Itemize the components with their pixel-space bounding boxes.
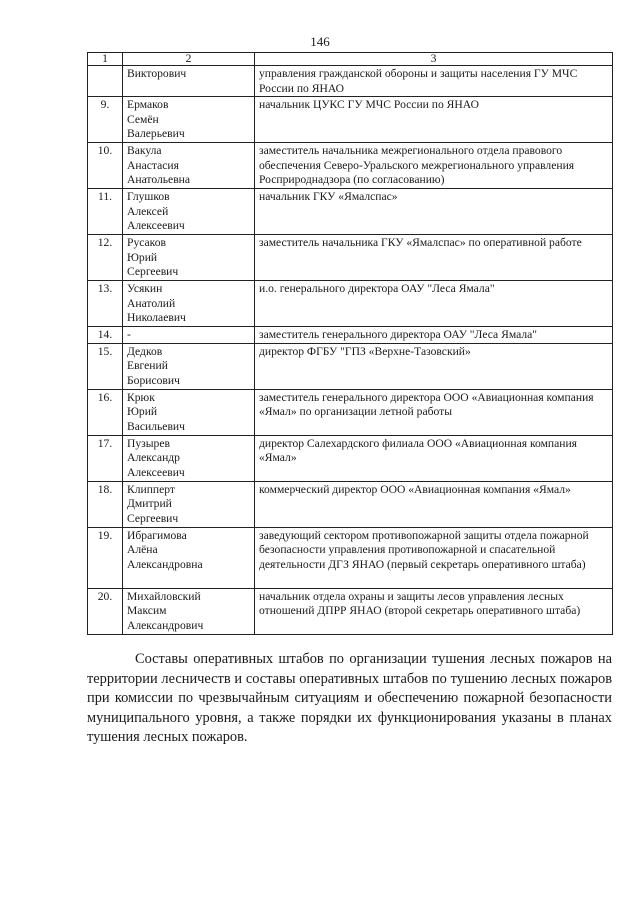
- person-position: начальник отдела охраны и защиты лесов управления лесных отношений ДПРР ЯНАО (второй секретарь оперативного штаба): [255, 588, 613, 634]
- row-number: 16.: [88, 389, 123, 435]
- row-number: 11.: [88, 189, 123, 235]
- person-name: Пузырев Александр Алексеевич: [123, 435, 255, 481]
- person-position: заместитель генерального директора ООО «Авиационная компания «Ямал» по организации летной работы: [255, 389, 613, 435]
- person-position: заведующий сектором противопожарной защиты отдела пожарной безопасности управления противопожарной и спасательной деятельности ДГЗ ЯНАО (первый секретарь оперативного штаба): [255, 527, 613, 588]
- person-name: Русаков Юрий Сергеевич: [123, 235, 255, 281]
- table-header-cell: 2: [123, 53, 255, 66]
- person-position: директор Салехардского филиала ООО «Авиационная компания «Ямал»: [255, 435, 613, 481]
- person-name: -: [123, 327, 255, 344]
- person-name: Викторович: [123, 66, 255, 97]
- row-number: 19.: [88, 527, 123, 588]
- person-name: Глушков Алексей Алексеевич: [123, 189, 255, 235]
- table-row: [88, 143, 613, 189]
- person-name: Вакула Анастасия Анатольевна: [123, 143, 255, 189]
- person-name: Клипперт Дмитрий Сергеевич: [123, 481, 255, 527]
- row-number: [88, 66, 123, 97]
- row-number: 14.: [88, 327, 123, 344]
- row-number: 18.: [88, 481, 123, 527]
- table-row: [88, 327, 613, 344]
- person-position: заместитель начальника межрегионального отдела правового обеспечения Северо-Уральского межрегионального управления Росприроднадзора (по согласованию): [255, 143, 613, 189]
- person-position: заместитель генерального директора ОАУ "Леса Ямала": [255, 327, 613, 344]
- table-row: [88, 481, 613, 527]
- table-row: [88, 189, 613, 235]
- table-row: [88, 235, 613, 281]
- row-number: 20.: [88, 588, 123, 634]
- person-position: начальник ГКУ «Ямалспас»: [255, 189, 613, 235]
- table-row: [88, 527, 613, 588]
- person-name: Дедков Евгений Борисович: [123, 343, 255, 389]
- table-row: [88, 343, 613, 389]
- person-position: директор ФГБУ "ГПЗ «Верхне-Тазовский»: [255, 343, 613, 389]
- body-paragraph: Составы оперативных штабов по организации тушения лесных пожаров на территории лесничеств и составы оперативных штабов по тушению лесных пожаров при комиссии по чрезвычайным ситуациям и обеспечению пожарной безопасности муниципального уровня, а также порядки их функционирования указаны в планах тушения лесных пожаров.: [87, 651, 612, 745]
- page-number: 146: [310, 34, 330, 49]
- row-number: 9.: [88, 97, 123, 143]
- row-number: 15.: [88, 343, 123, 389]
- staff-table: [87, 52, 613, 635]
- table-row: [88, 389, 613, 435]
- person-name: Ибрагимова Алёна Александровна: [123, 527, 255, 588]
- table-row: [88, 588, 613, 634]
- table-row: [88, 281, 613, 327]
- table-header-cell: 3: [255, 53, 613, 66]
- table-row: [88, 97, 613, 143]
- person-name: Ермаков Семён Валерьевич: [123, 97, 255, 143]
- row-number: 13.: [88, 281, 123, 327]
- table-row: [88, 435, 613, 481]
- table-row: [88, 66, 613, 97]
- person-position: управления гражданской обороны и защиты населения ГУ МЧС России по ЯНАО: [255, 66, 613, 97]
- person-position: и.о. генерального директора ОАУ "Леса Ямала": [255, 281, 613, 327]
- person-name: Усякин Анатолий Николаевич: [123, 281, 255, 327]
- person-position: коммерческий директор ООО «Авиационная компания «Ямал»: [255, 481, 613, 527]
- person-name: Михайловский Максим Александрович: [123, 588, 255, 634]
- table-header-cell: 1: [88, 53, 123, 66]
- table-header-row: [88, 53, 613, 66]
- row-number: 10.: [88, 143, 123, 189]
- person-position: начальник ЦУКС ГУ МЧС России по ЯНАО: [255, 97, 613, 143]
- person-name: Крюк Юрий Васильевич: [123, 389, 255, 435]
- row-number: 12.: [88, 235, 123, 281]
- row-number: 17.: [88, 435, 123, 481]
- person-position: заместитель начальника ГКУ «Ямалспас» по оперативной работе: [255, 235, 613, 281]
